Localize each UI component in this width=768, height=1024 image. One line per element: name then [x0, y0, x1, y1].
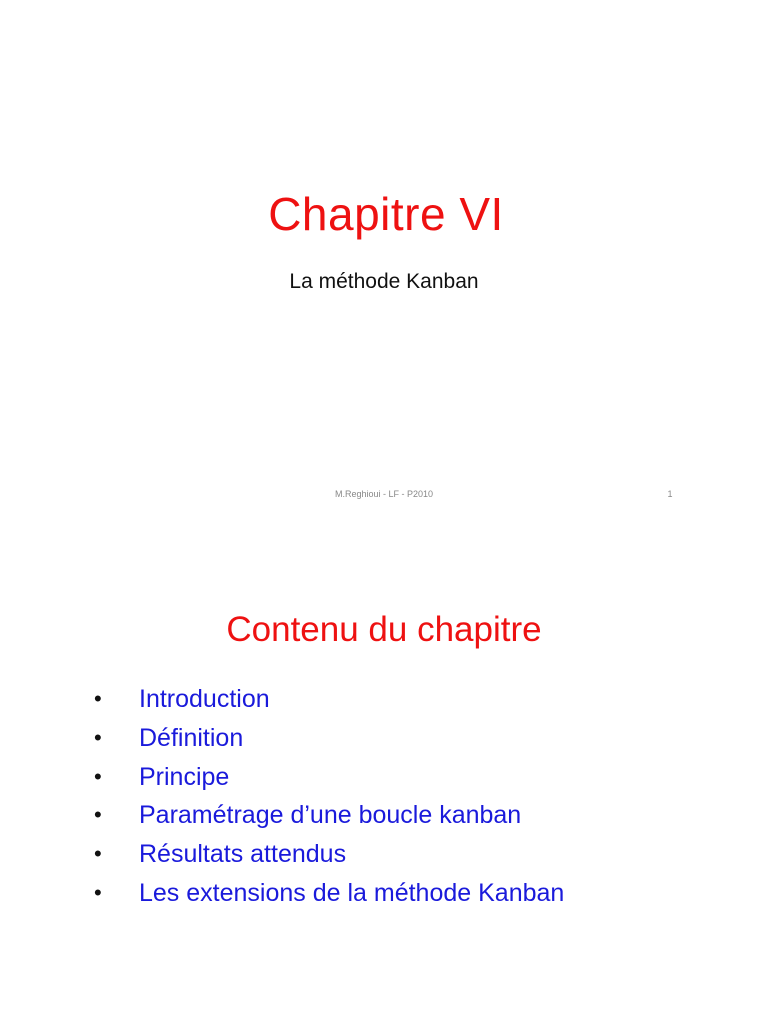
bullet-icon: •: [94, 724, 102, 750]
bullet-icon: •: [94, 763, 102, 789]
list-item: [0, 796, 768, 835]
list-item-label: Résultats attendus: [139, 840, 347, 869]
footer-author: M.Reghioui - LF - P2010: [334, 489, 434, 499]
list-item-label: Les extensions de la méthode Kanban: [139, 878, 565, 907]
chapter-title: Chapitre VI: [268, 188, 504, 240]
chapter-subtitle: La méthode Kanban: [289, 270, 479, 293]
page-number: 1: [667, 489, 673, 499]
bullet-icon: •: [94, 879, 102, 905]
bullet-icon: •: [94, 802, 102, 828]
bullet-icon: •: [94, 841, 102, 867]
list-item: [0, 680, 768, 719]
bullet-icon: •: [94, 686, 102, 711]
contents-list: [0, 680, 768, 913]
list-item-label: Introduction: [139, 685, 270, 713]
list-item: [0, 835, 768, 874]
list-item-label: Principe: [139, 762, 230, 791]
list-item: [0, 874, 768, 913]
list-item: [0, 719, 768, 758]
contents-title: Contenu du chapitre: [226, 610, 542, 649]
contents-slide: [0, 512, 768, 1024]
list-item-label: Paramétrage d’une boucle kanban: [139, 801, 522, 830]
list-item-label: Définition: [139, 723, 244, 752]
list-item: [0, 758, 768, 797]
